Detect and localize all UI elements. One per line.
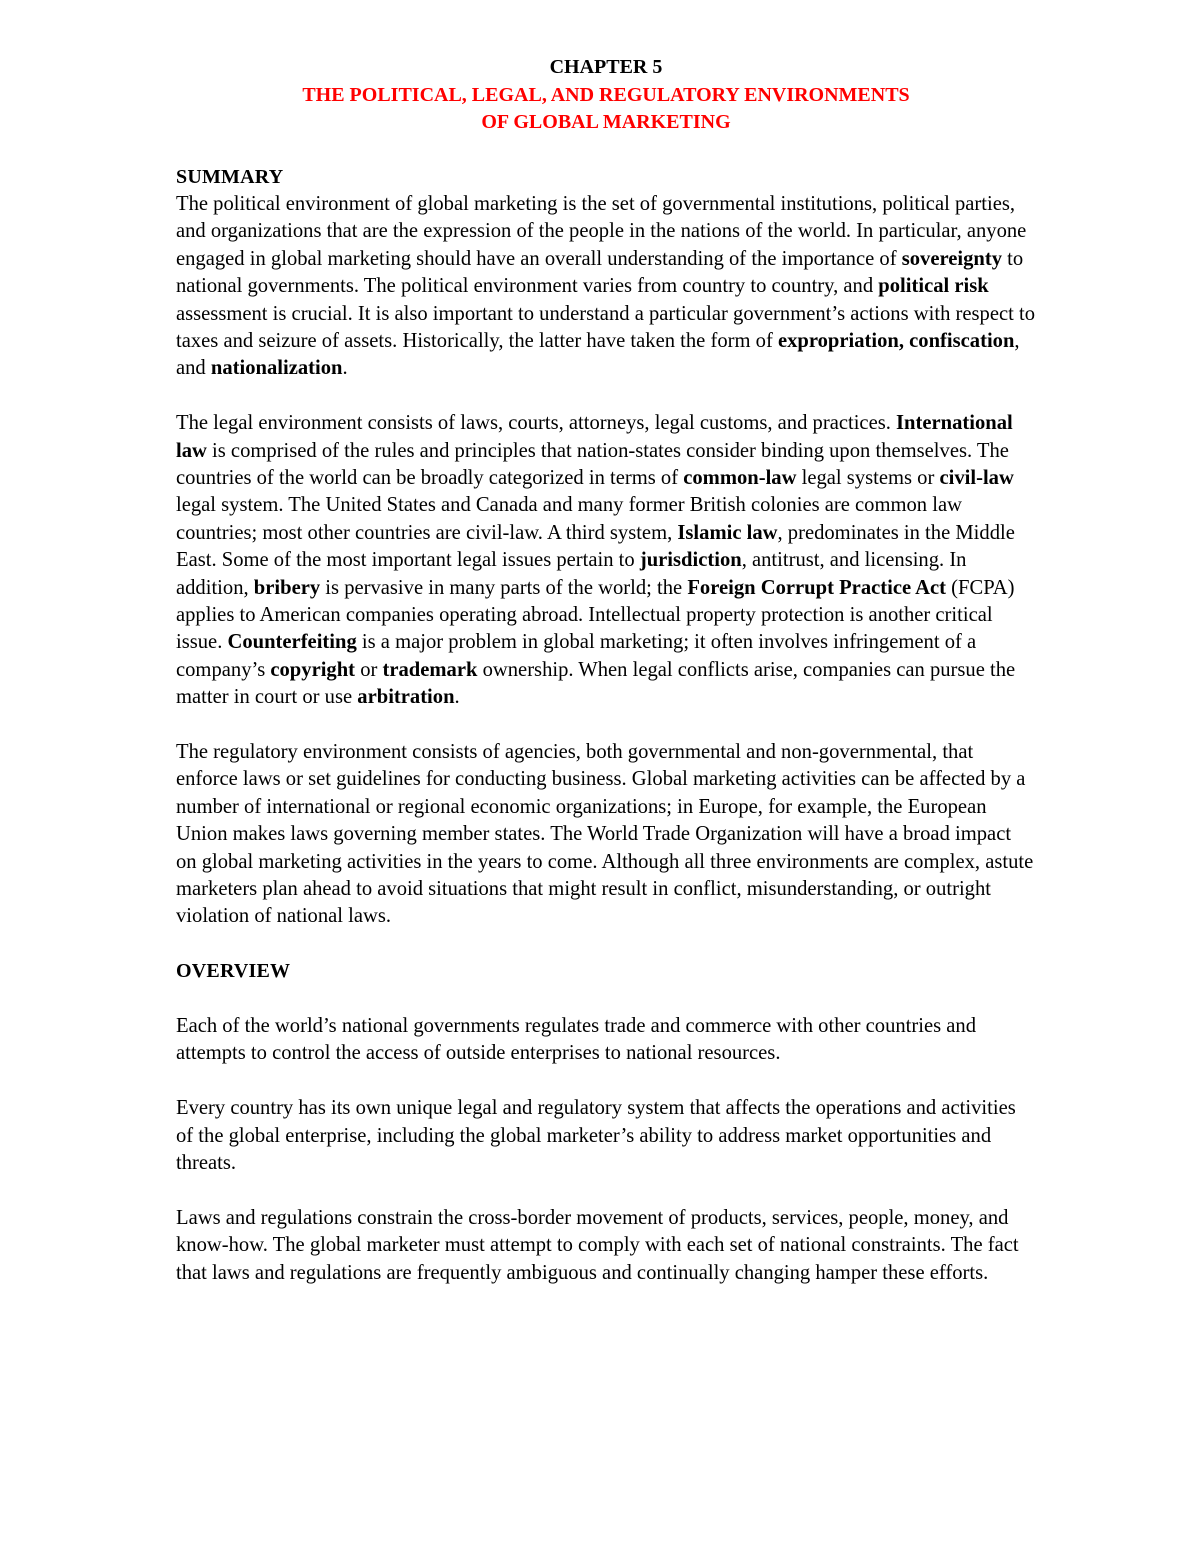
- term-expropriation-confiscation: expropriation, confiscation: [777, 329, 1015, 352]
- term-arbitration: arbitration: [357, 686, 455, 709]
- chapter-title-line-2: OF GLOBAL MARKETING: [481, 111, 731, 133]
- summary-heading: SUMMARY: [176, 165, 284, 188]
- overview-paragraph-2: Every country has its own unique legal and regulatory system that affects the operations and activities of the global enterprise, including the global marketer’s ability to address market opportunities and threats.: [176, 1097, 1016, 1175]
- term-copyright: copyright: [270, 658, 356, 681]
- term-sovereignty: sovereignty: [901, 247, 1003, 270]
- overview-heading: OVERVIEW: [176, 960, 291, 983]
- chapter-title-block: [176, 54, 1036, 137]
- term-fcpa: Foreign Corrupt Practice Act: [687, 576, 946, 599]
- chapter-title-line-1: THE POLITICAL, LEGAL, AND REGULATORY ENVIRONMENTS: [302, 83, 910, 106]
- summary-paragraph-legal: The legal environment consists of laws, courts, attorneys, legal customs, and practices. International law is comprised of the rules and principles that nation-states consider binding upon themselves. The countries of the world can be broadly categorized in terms of common-law legal systems or civil-law legal system. The United States and Canada and many former British colonies are common law countries; most other countries are civil-law. A third system, Islamic law, predominates in the Middle East. Some of the most important legal issues pertain to jurisdiction, antitrust, and licensing. In addition, bribery is pervasive in many parts of the world; the Foreign Corrupt Practice Act (FCPA) applies to American companies operating abroad. Intellectual property protection is another critical issue. Counterfeiting is a major problem in global marketing; it often involves infringement of a company’s copyright or trademark ownership. When legal conflicts arise, companies can pursue the matter in court or use arbitration.: [176, 412, 1016, 709]
- term-political-risk: political risk: [878, 275, 989, 298]
- term-trademark: trademark: [382, 658, 478, 681]
- term-common-law: common-law: [683, 466, 797, 489]
- term-islamic-law: Islamic law: [677, 521, 778, 544]
- term-jurisdiction: jurisdiction: [639, 549, 742, 572]
- term-bribery: bribery: [253, 576, 321, 599]
- term-international-law: International law: [176, 412, 1013, 462]
- document-page: [176, 54, 1036, 1287]
- term-nationalization: nationalization: [210, 357, 343, 380]
- summary-paragraph-political: The political environment of global marketing is the set of governmental institutions, political parties, and organizations that are the expression of the people in the nations of the world. In particular, anyone engaged in global marketing should have an overall understanding of the importance of sovereignty to national governments. The political environment varies from country to country, and political risk assessment is crucial. It is also important to understand a particular government’s actions with respect to taxes and seizure of assets. Historically, the latter have taken the form of expropriation, confiscation, and nationalization.: [176, 192, 1035, 380]
- chapter-number: CHAPTER 5: [549, 56, 663, 78]
- overview-paragraph-1: Each of the world’s national governments regulates trade and commerce with other countries and attempts to control the access of outside enterprises to national resources.: [176, 1015, 977, 1065]
- summary-paragraph-regulatory: The regulatory environment consists of agencies, both governmental and non-governmental, that enforce laws or set guidelines for conducting business. Global marketing activities can be affected by a number of international or regional economic organizations; in Europe, for example, the European Union makes laws governing member states. The World Trade Organization will have a broad impact on global marketing activities in the years to come. Although all three environments are complex, astute marketers plan ahead to avoid situations that might result in conflict, misunderstanding, or outright violation of national laws.: [176, 741, 1034, 928]
- overview-paragraph-3: Laws and regulations constrain the cross-border movement of products, services, people, money, and know-how. The global marketer must attempt to comply with each set of national constraints. The fact that laws and regulations are frequently ambiguous and continually changing hamper these efforts.: [176, 1206, 1019, 1284]
- term-counterfeiting: Counterfeiting: [227, 631, 357, 654]
- term-civil-law: civil-law: [939, 466, 1014, 489]
